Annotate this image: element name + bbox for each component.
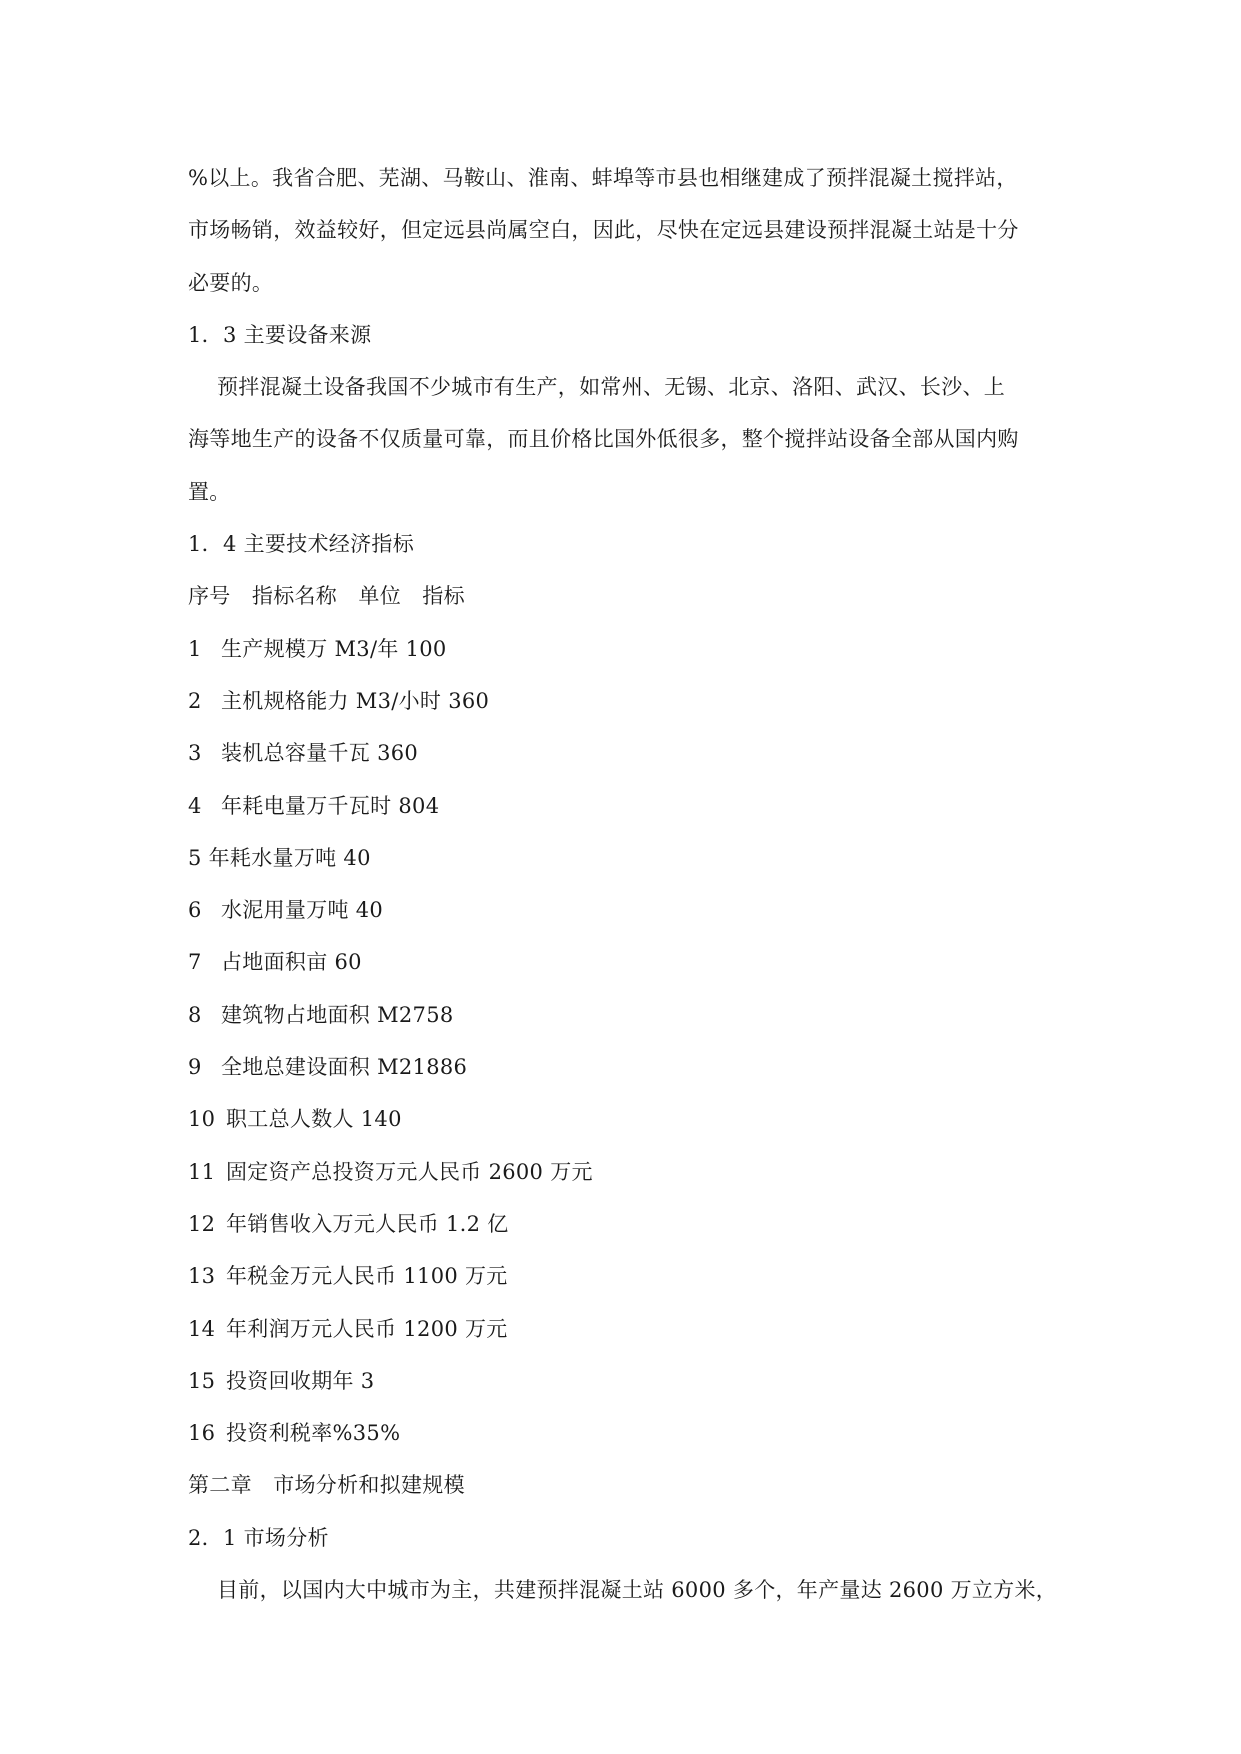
- indicator-text: 年销售收入万元人民币 1.2 亿: [226, 1211, 509, 1236]
- indicator-text: 年利润万元人民币 1200 万元: [226, 1316, 508, 1341]
- indicator-number: 9: [188, 1055, 202, 1080]
- paragraph-line: 预拌混凝土设备我国不少城市有生产，如常州、无锡、北京、洛阳、武汉、长沙、上: [217, 375, 1006, 400]
- section-heading-1-4: 1．4 主要技术经济指标: [188, 532, 414, 557]
- indicator-text: 年耗电量万千瓦时 804: [221, 793, 440, 818]
- indicator-number: 14: [188, 1316, 216, 1341]
- indicator-text: 建筑物占地面积 M2758: [221, 1002, 454, 1027]
- indicator-number: 13: [188, 1264, 216, 1289]
- paragraph-line: 目前，以国内大中城市为主，共建预拌混凝土站 6000 多个，年产量达 2600 万立方米，: [217, 1578, 1058, 1603]
- indicator-number: 6: [188, 898, 202, 923]
- indicator-row: [188, 727, 1048, 779]
- indicator-number: 2: [188, 688, 202, 713]
- indicator-text: 全地总建设面积 M21886: [221, 1055, 468, 1080]
- indicator-row: [188, 1198, 1048, 1250]
- paragraph-line: 置。: [188, 479, 231, 504]
- indicator-row: [188, 675, 1048, 727]
- section-heading-1-3: 1．3 主要设备来源: [188, 322, 372, 347]
- indicator-text: 装机总容量千瓦 360: [221, 741, 419, 766]
- section-heading-2-1: 2．1 市场分析: [188, 1525, 329, 1550]
- paragraph-text: 市场畅销，效益较好，但定远县尚属空白，因此，尽快在定远县建设预拌混凝土站是十分: [188, 218, 1019, 243]
- indicator-row: [188, 1407, 1048, 1459]
- indicator-text: 投资利税率%35%: [226, 1421, 401, 1446]
- indicator-row: [188, 936, 1048, 988]
- indicator-number: 12: [188, 1211, 216, 1236]
- indicator-text: 水泥用量万吨 40: [221, 898, 384, 923]
- indicator-text: 职工总人数人 140: [226, 1107, 402, 1132]
- indicator-number: 1: [188, 636, 202, 661]
- indicator-row: [188, 989, 1048, 1041]
- indicator-number: 10: [188, 1107, 216, 1132]
- indicator-number: 8: [188, 1002, 202, 1027]
- indicator-row: [188, 1093, 1048, 1145]
- indicator-text: 年税金万元人民币 1100 万元: [226, 1264, 508, 1289]
- paragraph-line: [188, 413, 1048, 465]
- indicator-number: 11: [188, 1159, 216, 1184]
- indicator-row: [188, 1041, 1048, 1093]
- indicator-number: 15: [188, 1368, 216, 1393]
- indicator-text: 占地面积亩 60: [221, 950, 362, 975]
- indicator-text: 投资回收期年 3: [226, 1368, 375, 1393]
- indicator-text: 固定资产总投资万元人民币 2600 万元: [226, 1159, 593, 1184]
- indicator-row: [188, 1146, 1048, 1198]
- chapter-title: 第二章 市场分析和拟建规模: [188, 1473, 465, 1498]
- paragraph-text: 海等地生产的设备不仅质量可靠，而且价格比国外低很多，整个搅拌站设备全部从国内购: [188, 427, 1019, 452]
- indicator-text: 生产规模万 M3/年 100: [221, 636, 447, 661]
- paragraph-text: %以上。我省合肥、芜湖、马鞍山、淮南、蚌埠等市县也相继建成了预拌混凝土搅拌站，: [188, 166, 1018, 190]
- indicator-number: 16: [188, 1421, 216, 1446]
- indicator-row: [188, 623, 1048, 675]
- indicator-row: [188, 1355, 1048, 1407]
- page-content: [188, 152, 1058, 1616]
- indicator-number: 7: [188, 950, 202, 975]
- paragraph-line: [188, 152, 1048, 204]
- indicator-row: [188, 884, 1048, 936]
- indicator-number: 4: [188, 793, 202, 818]
- indicator-row: [188, 832, 1048, 884]
- indicator-row: [188, 780, 1048, 832]
- indicator-row: [188, 1250, 1048, 1302]
- indicator-text: 5 年耗水量万吨 40: [188, 845, 371, 870]
- indicator-table-header: 序号 指标名称 单位 指标: [188, 584, 465, 609]
- indicator-list: [188, 623, 1048, 1460]
- indicator-number: 3: [188, 741, 202, 766]
- paragraph-line: 必要的。: [188, 270, 274, 295]
- indicator-row: [188, 1303, 1048, 1355]
- paragraph-line: [188, 204, 1048, 256]
- indicator-text: 主机规格能力 M3/小时 360: [221, 688, 490, 713]
